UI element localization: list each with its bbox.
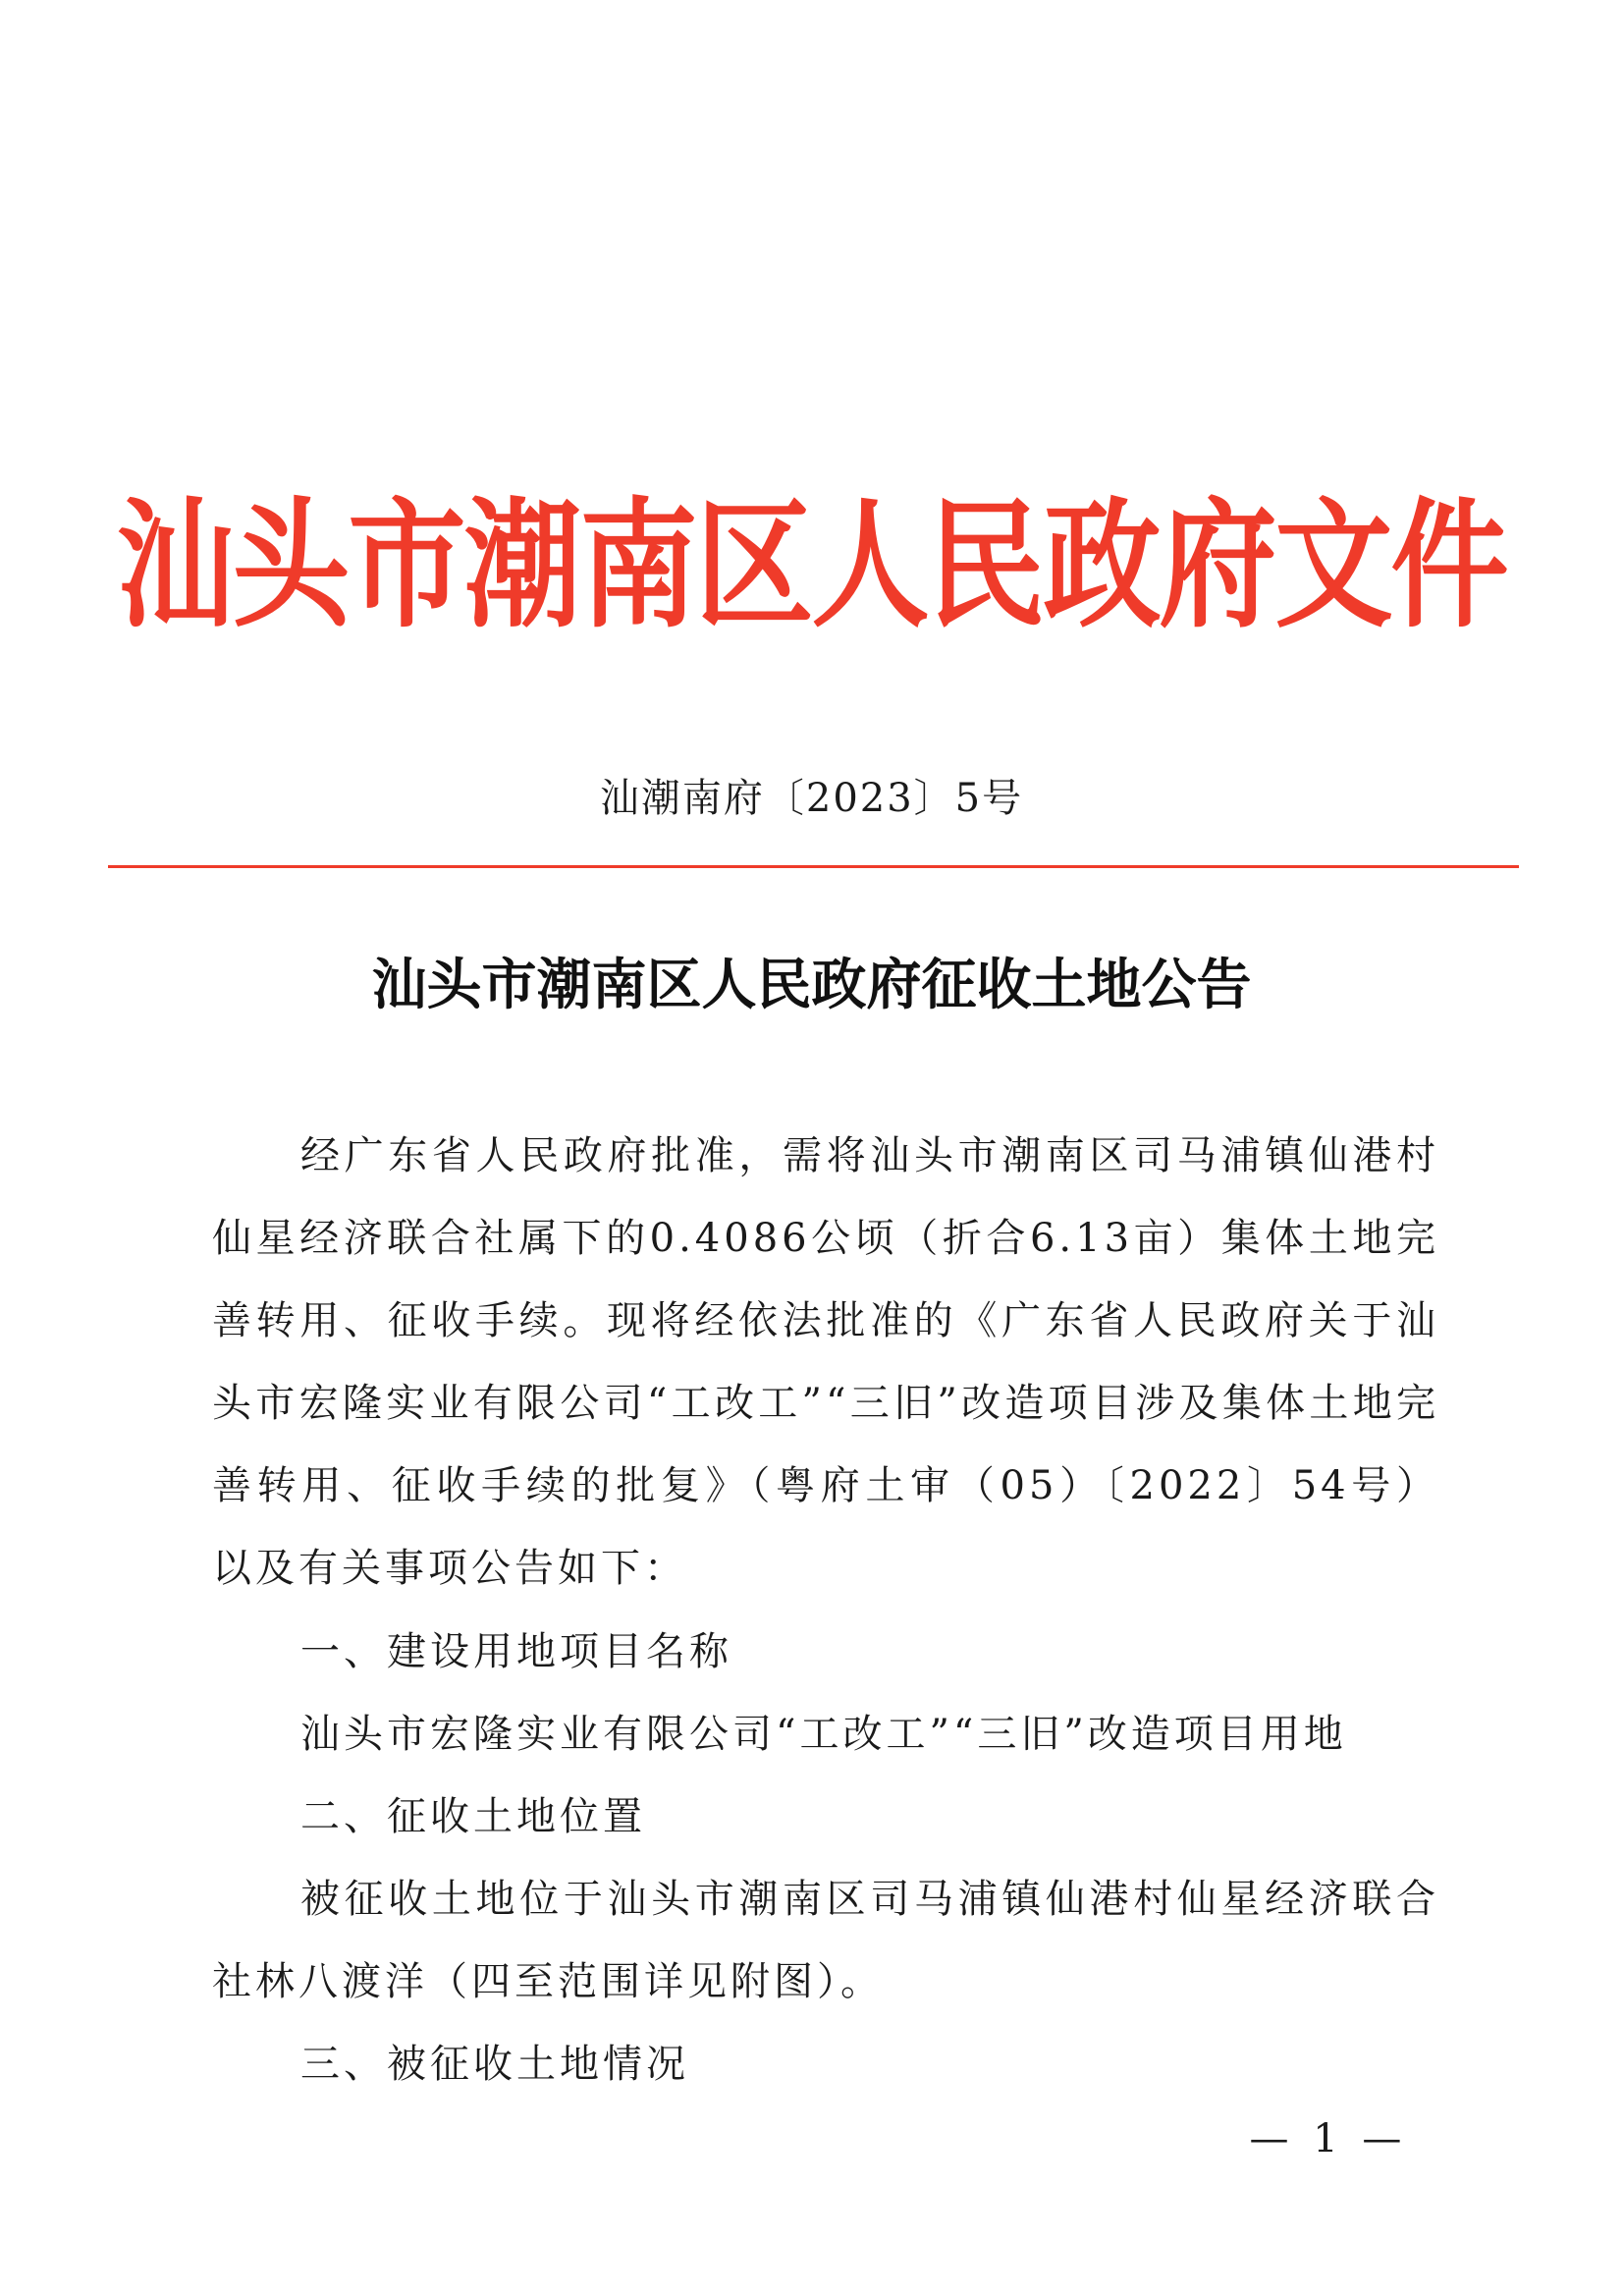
page-number: — 1 — [1249,2116,1408,2161]
section-2-text: 被征收土地位于汕头市潮南区司马浦镇仙港村仙星经济联合社林八渡洋（四至范围详见附图）。 [212,1877,1439,2004]
notice-title: 汕头市潮南区人民政府征收土地公告 [371,953,1252,1017]
section-1-text: 汕头市宏隆实业有限公司“工改工”“三旧”改造项目用地 [300,1712,1347,1757]
section-3-heading: 三、被征收土地情况 [300,2042,689,2087]
document-number: 汕潮南府〔2023〕5号 [599,776,1024,821]
document-header-title: 汕头市潮南区人民政府文件 [116,483,1507,648]
section-2-heading: 二、征收土地位置 [300,1794,646,1839]
intro-paragraph: 经广东省人民政府批准，需将汕头市潮南区司马浦镇仙港村仙星经济联合社属下的0.4086公顷（折合6.13亩）集体土地完善转用、征收手续。现将经依法批准的《广东省人民政府关于汕头市宏隆实业有限公司“工改工”“三旧”改造项目涉及集体土地完善转用、征收手续的批复》（粤府土审（05）〔2022〕54号）以及有关事项公告如下： [212,1133,1439,1591]
red-divider-rule [108,865,1519,868]
section-1-heading: 一、建设用地项目名称 [300,1629,732,1674]
